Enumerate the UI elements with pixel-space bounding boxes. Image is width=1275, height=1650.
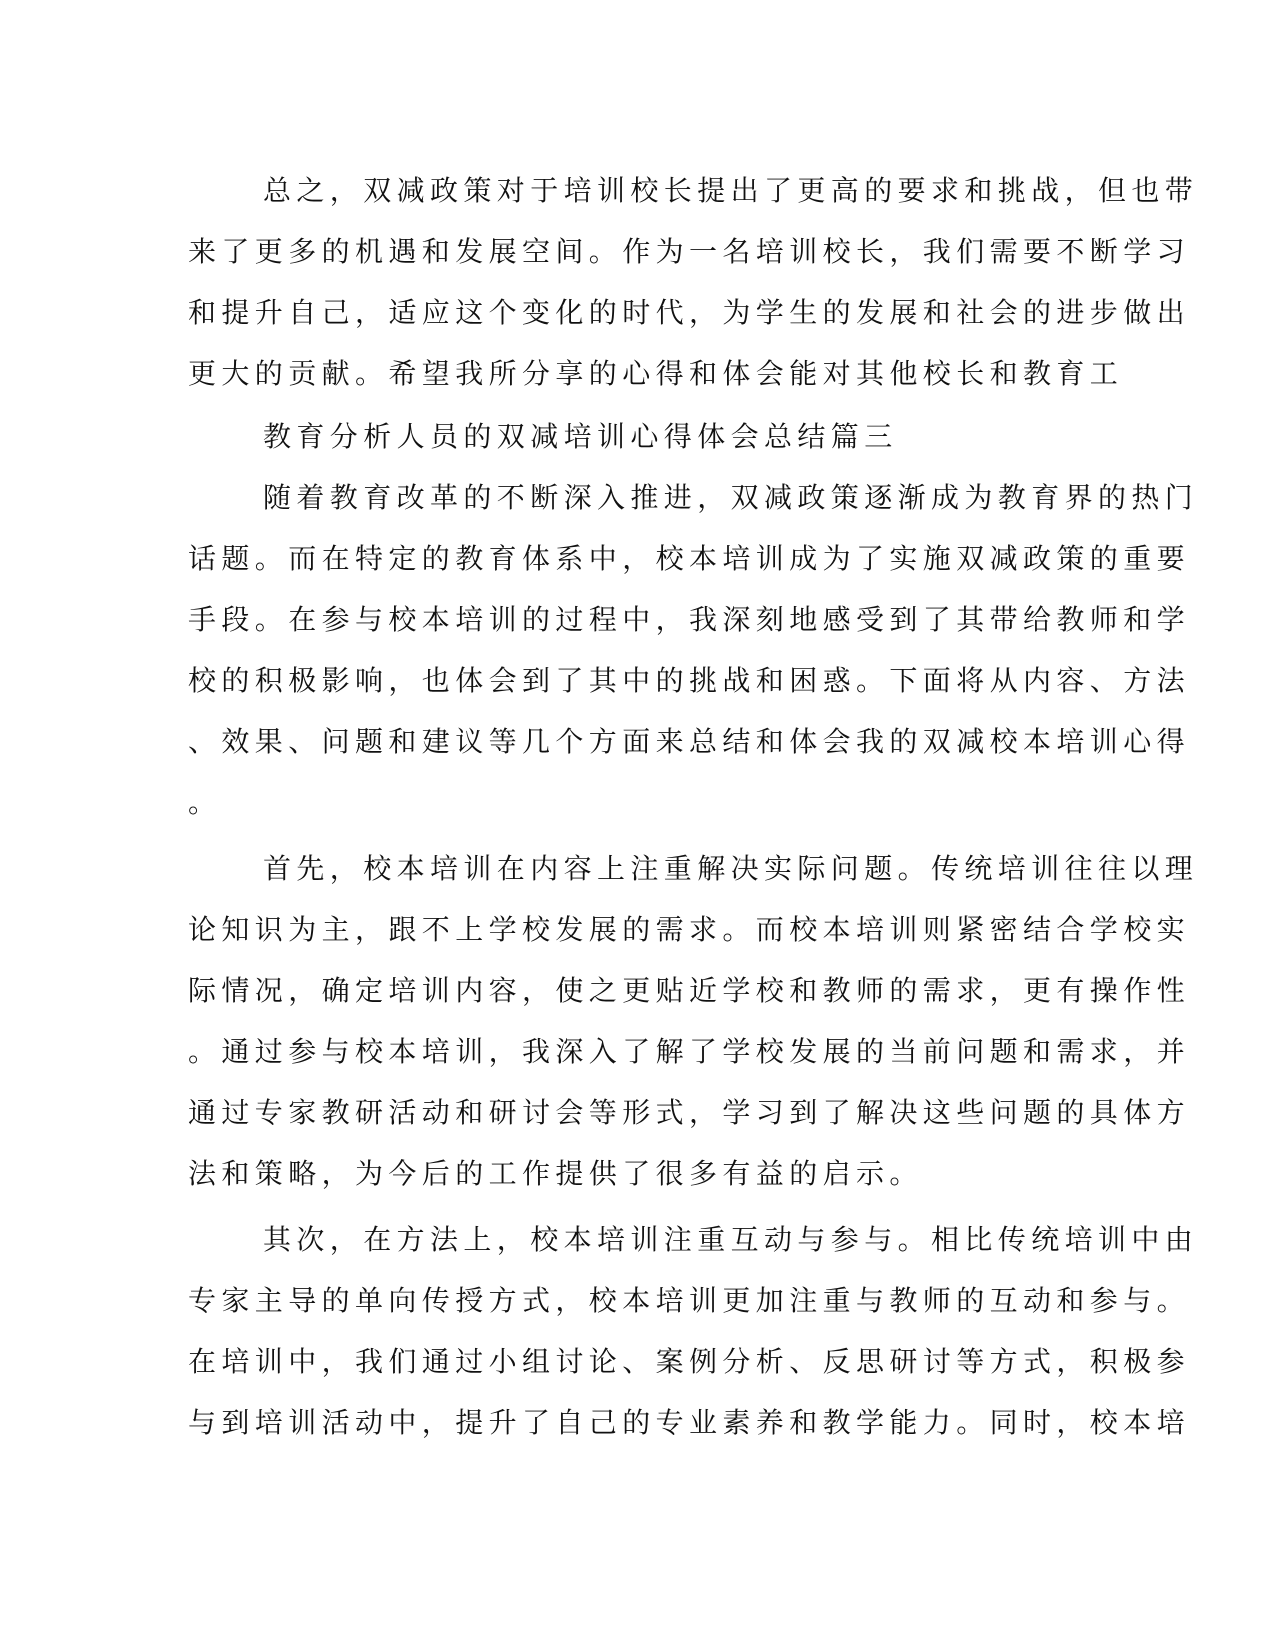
text-line: 随着教育改革的不断深入推进，双减政策逐渐成为教育界的热门 xyxy=(263,481,1199,514)
text-line: 首先，校本培训在内容上注重解决实际问题。传统培训往往以理 xyxy=(263,852,1199,885)
paragraph-content xyxy=(188,838,1199,1204)
text-line: 和提升自己，适应这个变化的时代，为学生的发展和社会的进步做出 xyxy=(188,296,1191,329)
paragraph-method xyxy=(188,1209,1199,1453)
heading-text: 教育分析人员的双减培训心得体会总结篇三 xyxy=(263,420,898,453)
text-line: 总之，双减政策对于培训校长提出了更高的要求和挑战，但也带 xyxy=(263,174,1199,207)
text-line: 。通过参与校本培训，我深入了解了学校发展的当前问题和需求，并 xyxy=(188,1035,1191,1068)
section-heading xyxy=(188,406,1088,467)
text-line: 际情况，确定培训内容，使之更贴近学校和教师的需求，更有操作性 xyxy=(188,974,1191,1007)
text-line: 与到培训活动中，提升了自己的专业素养和教学能力。同时，校本培 xyxy=(188,1406,1191,1439)
text-line: 通过专家教研活动和研讨会等形式，学习到了解决这些问题的具体方 xyxy=(188,1096,1191,1129)
text-line: 来了更多的机遇和发展空间。作为一名培训校长，我们需要不断学习 xyxy=(188,235,1191,268)
text-line: 、效果、问题和建议等几个方面来总结和体会我的双减校本培训心得 xyxy=(188,725,1191,758)
text-line: 专家主导的单向传授方式，校本培训更加注重与教师的互动和参与。 xyxy=(188,1284,1191,1317)
text-line: 更大的贡献。希望我所分享的心得和体会能对其他校长和教育工 xyxy=(188,357,1124,390)
text-line: 在培训中，我们通过小组讨论、案例分析、反思研讨等方式，积极参 xyxy=(188,1345,1191,1378)
text-line: 话题。而在特定的教育体系中，校本培训成为了实施双减政策的重要 xyxy=(188,542,1191,575)
text-line: 其次，在方法上，校本培训注重互动与参与。相比传统培训中由 xyxy=(263,1223,1199,1256)
text-line: 法和策略，为今后的工作提供了很多有益的启示。 xyxy=(188,1157,923,1190)
text-line: 手段。在参与校本培训的过程中，我深刻地感受到了其带给教师和学 xyxy=(188,603,1191,636)
text-line: 。 xyxy=(188,786,222,819)
paragraph-intro xyxy=(188,467,1199,833)
paragraph-conclusion xyxy=(188,160,1199,404)
text-line: 论知识为主，跟不上学校发展的需求。而校本培训则紧密结合学校实 xyxy=(188,913,1191,946)
text-line: 校的积极影响，也体会到了其中的挑战和困惑。下面将从内容、方法 xyxy=(188,664,1191,697)
